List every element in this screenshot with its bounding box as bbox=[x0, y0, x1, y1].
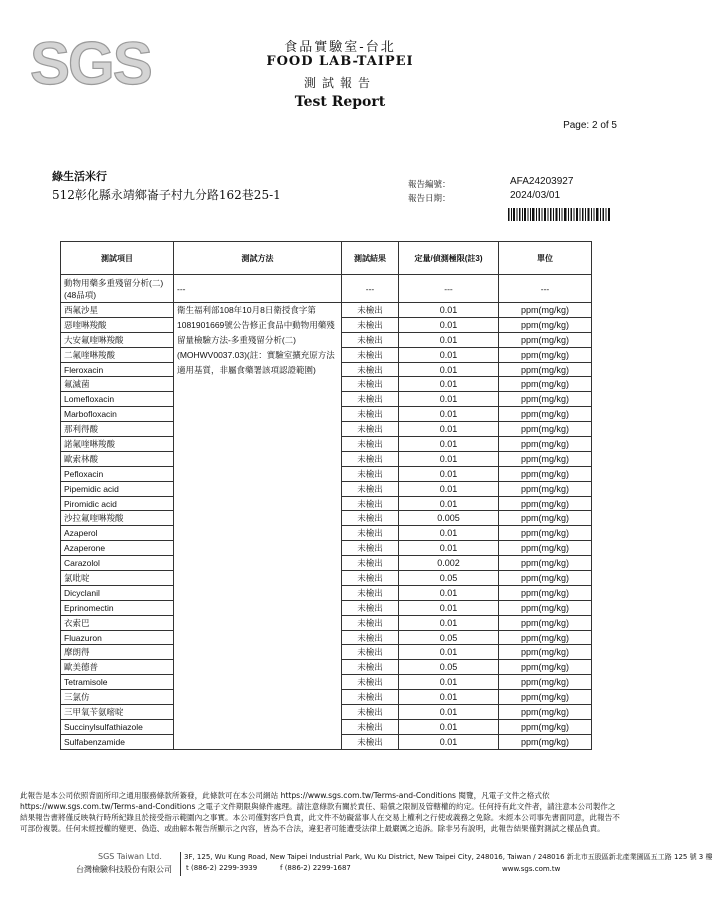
test-unit: ppm(mg/kg) bbox=[499, 660, 592, 675]
test-result: 未檢出 bbox=[342, 719, 399, 734]
category-item: 動物用藥多重殘留分析(二)(48品項) bbox=[61, 275, 174, 303]
test-result: 未檢出 bbox=[342, 451, 399, 466]
company-fax: f (886-2) 2299-1687 bbox=[280, 864, 351, 872]
test-result: 未檢出 bbox=[342, 660, 399, 675]
test-unit: ppm(mg/kg) bbox=[499, 377, 592, 392]
test-item: 三氯仿 bbox=[61, 690, 174, 705]
test-unit: ppm(mg/kg) bbox=[499, 571, 592, 586]
test-lod: 0.01 bbox=[399, 303, 499, 318]
header-lod: 定量/偵測極限(註3) bbox=[399, 242, 499, 275]
test-unit: ppm(mg/kg) bbox=[499, 526, 592, 541]
company-tel: t (886-2) 2299-3939 bbox=[186, 864, 258, 872]
report-date-label: 報告日期： bbox=[408, 194, 451, 204]
test-lod: 0.05 bbox=[399, 630, 499, 645]
test-lod: 0.01 bbox=[399, 466, 499, 481]
test-lod: 0.01 bbox=[399, 690, 499, 705]
test-result: 未檢出 bbox=[342, 705, 399, 720]
page-number: Page: 2 of 5 bbox=[563, 120, 617, 131]
test-item: 惡喹啉羧酸 bbox=[61, 317, 174, 332]
test-item: Pefloxacin bbox=[61, 466, 174, 481]
test-unit: ppm(mg/kg) bbox=[499, 630, 592, 645]
category-unit: --- bbox=[499, 275, 592, 303]
test-result: 未檢出 bbox=[342, 347, 399, 362]
test-lod: 0.01 bbox=[399, 362, 499, 377]
test-unit: ppm(mg/kg) bbox=[499, 496, 592, 511]
test-lod: 0.01 bbox=[399, 332, 499, 347]
client-name: 綠生活米行 bbox=[52, 170, 107, 183]
header-test-result: 測試結果 bbox=[342, 242, 399, 275]
test-item: 三甲氧苄氨嘧啶 bbox=[61, 705, 174, 720]
test-unit: ppm(mg/kg) bbox=[499, 556, 592, 571]
report-date-value: 2024/03/01 bbox=[510, 190, 561, 201]
category-lod: --- bbox=[399, 275, 499, 303]
test-lod: 0.01 bbox=[399, 317, 499, 332]
test-item: Azaperol bbox=[61, 526, 174, 541]
test-item: 摩朗得 bbox=[61, 645, 174, 660]
test-item: Piromidic acid bbox=[61, 496, 174, 511]
table-row bbox=[61, 303, 592, 318]
header-unit: 單位 bbox=[499, 242, 592, 275]
test-lod: 0.01 bbox=[399, 719, 499, 734]
test-lod: 0.002 bbox=[399, 556, 499, 571]
header-test-item: 測試項目 bbox=[61, 242, 174, 275]
test-unit: ppm(mg/kg) bbox=[499, 585, 592, 600]
test-lod: 0.005 bbox=[399, 511, 499, 526]
test-item: 氯吡啶 bbox=[61, 571, 174, 586]
test-unit: ppm(mg/kg) bbox=[499, 466, 592, 481]
test-unit: ppm(mg/kg) bbox=[499, 541, 592, 556]
test-item: Eprinomectin bbox=[61, 600, 174, 615]
test-unit: ppm(mg/kg) bbox=[499, 675, 592, 690]
test-item: 衣索巴 bbox=[61, 615, 174, 630]
test-item: Carazolol bbox=[61, 556, 174, 571]
sgs-logo-text: SGS bbox=[30, 30, 151, 97]
test-unit: ppm(mg/kg) bbox=[499, 451, 592, 466]
test-result: 未檢出 bbox=[342, 645, 399, 660]
test-unit: ppm(mg/kg) bbox=[499, 705, 592, 720]
report-no-label: 報告編號： bbox=[408, 180, 451, 190]
test-result: 未檢出 bbox=[342, 392, 399, 407]
footer-disclaimer: 此報告是本公司依照背面所印之通用服務條款所簽發，此條款可在本公司網站 https://www.sgs.com.tw/Terms-and-Conditions 閱覽，凡電子文件之格式依 https://www.sgs.com.tw/Terms-and-Conditions 之電子文件期限與條件處理。請注意條款有關於責任、賠償之限制及管轄權的約定。任何持有此文件者，請注意本公司製作之結果報告書將僅反映執行時所紀錄且於接受指示範圍內之事實。本公司僅對客戶負責，此文件不妨礙當事人在交易上權利之行使或義務之免除。未經本公司事先書面同意，此報告不可部份複製。任何未經授權的變更、偽造、或曲解本報告所顯示之內容，皆為不合法，違犯者可能遭受法律上最嚴厲之追訴。除非另有說明，此報告結果僅對測試之樣品負責。 bbox=[20, 791, 620, 833]
test-unit: ppm(mg/kg) bbox=[499, 362, 592, 377]
test-lod: 0.01 bbox=[399, 526, 499, 541]
test-result: 未檢出 bbox=[342, 615, 399, 630]
test-unit: ppm(mg/kg) bbox=[499, 719, 592, 734]
category-row bbox=[61, 275, 592, 303]
test-unit: ppm(mg/kg) bbox=[499, 645, 592, 660]
test-lod: 0.01 bbox=[399, 377, 499, 392]
table-header-row bbox=[61, 242, 592, 275]
test-result: 未檢出 bbox=[342, 437, 399, 452]
test-item: Tetramisole bbox=[61, 675, 174, 690]
company-name-en: SGS Taiwan Ltd. bbox=[98, 852, 162, 861]
barcode bbox=[508, 208, 612, 221]
test-result: 未檢出 bbox=[342, 303, 399, 318]
category-result: --- bbox=[342, 275, 399, 303]
test-result: 未檢出 bbox=[342, 422, 399, 437]
test-item: Lomefloxacin bbox=[61, 392, 174, 407]
test-result: 未檢出 bbox=[342, 630, 399, 645]
report-title-en: Test Report bbox=[294, 94, 386, 110]
test-result: 未檢出 bbox=[342, 407, 399, 422]
test-lod: 0.01 bbox=[399, 422, 499, 437]
test-result: 未檢出 bbox=[342, 571, 399, 586]
sgs-logo bbox=[28, 20, 152, 100]
lab-name-zh: 食品實驗室-台北 bbox=[284, 40, 396, 55]
test-result: 未檢出 bbox=[342, 466, 399, 481]
test-item: 歐美德普 bbox=[61, 660, 174, 675]
test-unit: ppm(mg/kg) bbox=[499, 734, 592, 749]
footer-bar bbox=[20, 852, 712, 878]
test-unit: ppm(mg/kg) bbox=[499, 600, 592, 615]
test-result: 未檢出 bbox=[342, 481, 399, 496]
company-address: 3F, 125, Wu Kung Road, New Taipei Industrial Park, Wu Ku District, New Taipei City, 248016, Taiwan / 248016 新北市五股區新北產業園區五工路 125 號 3 樓 bbox=[184, 853, 712, 861]
test-lod: 0.01 bbox=[399, 645, 499, 660]
test-item: Fleroxacin bbox=[61, 362, 174, 377]
footer-divider bbox=[180, 852, 181, 876]
test-unit: ppm(mg/kg) bbox=[499, 317, 592, 332]
test-item: Dicyclanil bbox=[61, 585, 174, 600]
test-lod: 0.01 bbox=[399, 541, 499, 556]
test-result: 未檢出 bbox=[342, 556, 399, 571]
test-item: Azaperone bbox=[61, 541, 174, 556]
test-item: Sulfabenzamide bbox=[61, 734, 174, 749]
test-result: 未檢出 bbox=[342, 496, 399, 511]
lab-name-en: FOOD LAB-TAIPEI bbox=[266, 54, 414, 69]
test-unit: ppm(mg/kg) bbox=[499, 511, 592, 526]
results-table bbox=[60, 241, 592, 750]
test-result: 未檢出 bbox=[342, 362, 399, 377]
test-lod: 0.01 bbox=[399, 600, 499, 615]
header-test-method: 測試方法 bbox=[174, 242, 342, 275]
test-result: 未檢出 bbox=[342, 526, 399, 541]
test-lod: 0.01 bbox=[399, 407, 499, 422]
report-no-value: AFA24203927 bbox=[510, 176, 574, 187]
test-result: 未檢出 bbox=[342, 377, 399, 392]
test-unit: ppm(mg/kg) bbox=[499, 481, 592, 496]
test-result: 未檢出 bbox=[342, 511, 399, 526]
test-lod: 0.01 bbox=[399, 734, 499, 749]
test-unit: ppm(mg/kg) bbox=[499, 437, 592, 452]
test-method: 衛生福利部108年10月8日衛授食字第1081901669號公告修正食品中動物用藥殘留量檢驗方法-多重殘留分析(二)(MOHWV0037.03)(註：實驗室擴充原方法適用基質，非屬食藥署該項認證範圍) bbox=[174, 303, 342, 750]
test-lod: 0.01 bbox=[399, 481, 499, 496]
test-unit: ppm(mg/kg) bbox=[499, 392, 592, 407]
test-result: 未檢出 bbox=[342, 541, 399, 556]
test-unit: ppm(mg/kg) bbox=[499, 690, 592, 705]
company-website: www.sgs.com.tw bbox=[502, 865, 561, 873]
client-address: 512彰化縣永靖鄉崙子村九分路162巷25-1 bbox=[52, 188, 281, 202]
test-result: 未檢出 bbox=[342, 317, 399, 332]
test-lod: 0.05 bbox=[399, 571, 499, 586]
test-item: 氟滅菌 bbox=[61, 377, 174, 392]
test-result: 未檢出 bbox=[342, 734, 399, 749]
test-result: 未檢出 bbox=[342, 675, 399, 690]
category-method: --- bbox=[174, 275, 342, 303]
test-lod: 0.01 bbox=[399, 675, 499, 690]
test-result: 未檢出 bbox=[342, 585, 399, 600]
report-title-zh: 測試報告 bbox=[303, 76, 376, 90]
test-lod: 0.01 bbox=[399, 451, 499, 466]
test-item: 大安氟喹啉羧酸 bbox=[61, 332, 174, 347]
test-item: 那利得酸 bbox=[61, 422, 174, 437]
test-result: 未檢出 bbox=[342, 332, 399, 347]
test-unit: ppm(mg/kg) bbox=[499, 422, 592, 437]
company-name-zh: 台灣檢驗科技股份有限公司 bbox=[76, 865, 172, 874]
test-item: Marbofloxacin bbox=[61, 407, 174, 422]
test-item: Fluazuron bbox=[61, 630, 174, 645]
test-lod: 0.01 bbox=[399, 705, 499, 720]
test-result: 未檢出 bbox=[342, 600, 399, 615]
test-unit: ppm(mg/kg) bbox=[499, 303, 592, 318]
test-item: 西氟沙星 bbox=[61, 303, 174, 318]
test-result: 未檢出 bbox=[342, 690, 399, 705]
test-lod: 0.01 bbox=[399, 496, 499, 511]
test-lod: 0.01 bbox=[399, 585, 499, 600]
test-lod: 0.05 bbox=[399, 660, 499, 675]
test-unit: ppm(mg/kg) bbox=[499, 332, 592, 347]
test-lod: 0.01 bbox=[399, 615, 499, 630]
test-unit: ppm(mg/kg) bbox=[499, 347, 592, 362]
test-item: Pipemidic acid bbox=[61, 481, 174, 496]
test-item: 歐索林酸 bbox=[61, 451, 174, 466]
test-lod: 0.01 bbox=[399, 392, 499, 407]
test-item: 諾氟喹啉羧酸 bbox=[61, 437, 174, 452]
test-lod: 0.01 bbox=[399, 347, 499, 362]
test-item: Succinylsulfathiazole bbox=[61, 719, 174, 734]
test-unit: ppm(mg/kg) bbox=[499, 407, 592, 422]
test-item: 二氟喹啉羧酸 bbox=[61, 347, 174, 362]
test-lod: 0.01 bbox=[399, 437, 499, 452]
test-unit: ppm(mg/kg) bbox=[499, 615, 592, 630]
test-item: 沙拉氟喹啉羧酸 bbox=[61, 511, 174, 526]
